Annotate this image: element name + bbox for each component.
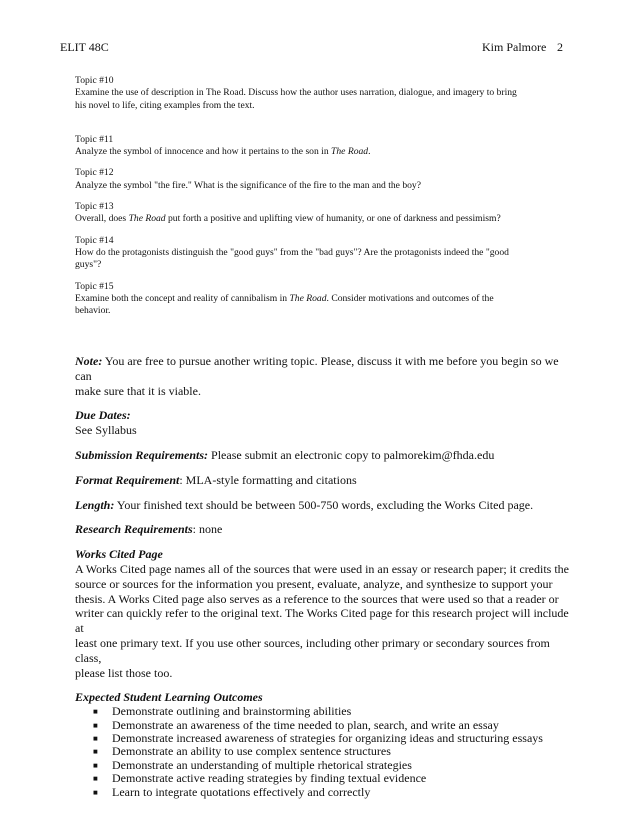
research-label: Research Requirements: [75, 522, 193, 537]
due-section: [75, 408, 575, 438]
square-bullet-icon: ■: [93, 747, 98, 757]
square-bullet-icon: ■: [93, 760, 98, 770]
topic-heading: Topic #11: [75, 133, 114, 145]
research-text: : none: [192, 522, 223, 537]
book-title: The Road: [128, 213, 166, 225]
assignment-details: [75, 354, 575, 799]
submission-label: Submission Requirements:: [75, 447, 209, 462]
topic-text-line: [75, 100, 575, 112]
square-bullet-icon: ■: [93, 720, 98, 730]
header-page-number: 2: [557, 40, 563, 54]
outcome-item: [75, 772, 575, 785]
topic-text: . Consider motivations and outcomes of the: [326, 292, 494, 304]
topic-heading: Topic #15: [75, 280, 114, 292]
topic-text: his novel to life, citing examples from the text.: [75, 99, 255, 111]
note-label: Note:: [75, 354, 103, 368]
works-cited-line: writer can quickly refer to the original text. The Works Cited page for this research project will include at: [75, 606, 569, 636]
topic-text-line: [75, 293, 575, 305]
topic-text: Examine both the concept and reality of cannibalism in: [75, 292, 290, 304]
square-bullet-icon: ■: [93, 787, 98, 797]
topic-block: [75, 201, 575, 226]
works-cited-line: thesis. A Works Cited page also serves as a reference to the sources that were used so that a reader or: [75, 591, 559, 606]
works-cited-line: A Works Cited page names all of the sources that were used in an essay or research paper; it credits the: [75, 561, 569, 576]
topic-text: put forth a positive and uplifting view of humanity, or one of darkness and pessimism?: [165, 213, 501, 225]
topic-text-line: [75, 259, 575, 271]
outcome-text: Demonstrate an understanding of multiple rhetorical strategies: [112, 757, 412, 772]
research-section: [75, 522, 575, 537]
format-label: Format Requirement: [75, 472, 180, 487]
outcome-text: Demonstrate increased awareness of strategies for organizing ideas and structuring essays: [112, 730, 543, 745]
outcome-item: [75, 759, 575, 772]
outcome-item: [75, 745, 575, 758]
topic-text: .: [368, 146, 371, 158]
topic-block: [75, 235, 575, 272]
topic-text: Examine the use of description in The Road. Discuss how the author uses narration, dialogue, and imagery to bring: [75, 87, 517, 99]
topic-text: guys"?: [75, 259, 102, 271]
length-text: Your finished text should be between 500-750 words, excluding the Works Cited page.: [114, 497, 534, 512]
outcome-text: Demonstrate active reading strategies by finding textual evidence: [112, 771, 427, 786]
outcome-item: [75, 705, 575, 718]
outcome-text: Demonstrate an ability to use complex sentence structures: [112, 744, 391, 759]
header-author: Kim Palmore: [482, 40, 547, 54]
topic-heading: Topic #12: [75, 167, 114, 179]
topic-text: Analyze the symbol "the fire." What is the significance of the fire to the man and the boy?: [75, 179, 421, 191]
topic-text: Overall, does: [75, 213, 129, 225]
format-text: : MLA-style formatting and citations: [179, 472, 357, 487]
works-cited-section: [75, 547, 575, 680]
outcome-item: [75, 786, 575, 799]
works-cited-line: least one primary text. If you use other sources, including other primary or secondary sources from class,: [75, 635, 550, 665]
topic-heading: Topic #10: [75, 75, 114, 86]
topic-text-line: [75, 87, 575, 99]
outcomes-label: Expected Student Learning Outcomes: [75, 690, 263, 705]
topic-text: behavior.: [75, 305, 111, 317]
note-section: [75, 354, 575, 398]
outcome-text: Demonstrate an awareness of the time needed to plan, search, and write an essay: [112, 717, 499, 732]
topic-text-line: [75, 305, 575, 317]
note-text-line2: make sure that it is viable.: [75, 383, 201, 398]
topic-block: [75, 167, 575, 192]
topics-list: [75, 75, 575, 326]
submission-section: [75, 448, 575, 463]
square-bullet-icon: ■: [93, 733, 98, 743]
topic-text: How do the protagonists distinguish the "good guys" from the "bad guys"? Are the protagonists indeed the "good: [75, 246, 509, 258]
topic-block: [75, 281, 575, 318]
due-text: See Syllabus: [75, 423, 137, 438]
topic-block: [75, 134, 575, 159]
topic-text: Analyze the symbol of innocence and how it pertains to the son in: [75, 146, 332, 158]
length-label: Length:: [75, 497, 115, 512]
square-bullet-icon: ■: [93, 774, 98, 784]
length-section: [75, 498, 575, 513]
outcomes-list: [75, 705, 575, 799]
outcome-text: Demonstrate outlining and brainstorming abilities: [112, 704, 352, 719]
works-cited-line: source or sources for the information you present, evaluate, analyze, and synthesize to support your: [75, 576, 553, 591]
topic-heading: Topic #14: [75, 234, 114, 246]
topic-text-line: [75, 213, 575, 225]
outcome-text: Learn to integrate quotations effectively and correctly: [112, 784, 371, 799]
works-cited-line: please list those too.: [75, 665, 173, 680]
outcome-item: [75, 719, 575, 732]
format-section: [75, 473, 575, 488]
header-course: ELIT 48C: [60, 40, 109, 54]
outcomes-section: [75, 690, 575, 799]
topic-block: [75, 75, 575, 112]
works-cited-label: Works Cited Page: [75, 547, 163, 562]
topic-text-line: [75, 146, 575, 158]
book-title: The Road: [289, 292, 327, 304]
topic-text-line: [75, 180, 575, 192]
submission-text: Please submit an electronic copy to palmorekim@fhda.edu: [208, 447, 495, 462]
square-bullet-icon: ■: [93, 707, 98, 717]
book-title: The Road: [331, 146, 369, 158]
outcome-item: [75, 732, 575, 745]
topic-text-line: [75, 247, 575, 259]
note-text-line1: You are free to pursue another writing topic. Please, discuss it with me before you begin so we can: [75, 354, 559, 383]
topic-heading: Topic #13: [75, 201, 114, 213]
due-label: Due Dates:: [75, 408, 131, 423]
